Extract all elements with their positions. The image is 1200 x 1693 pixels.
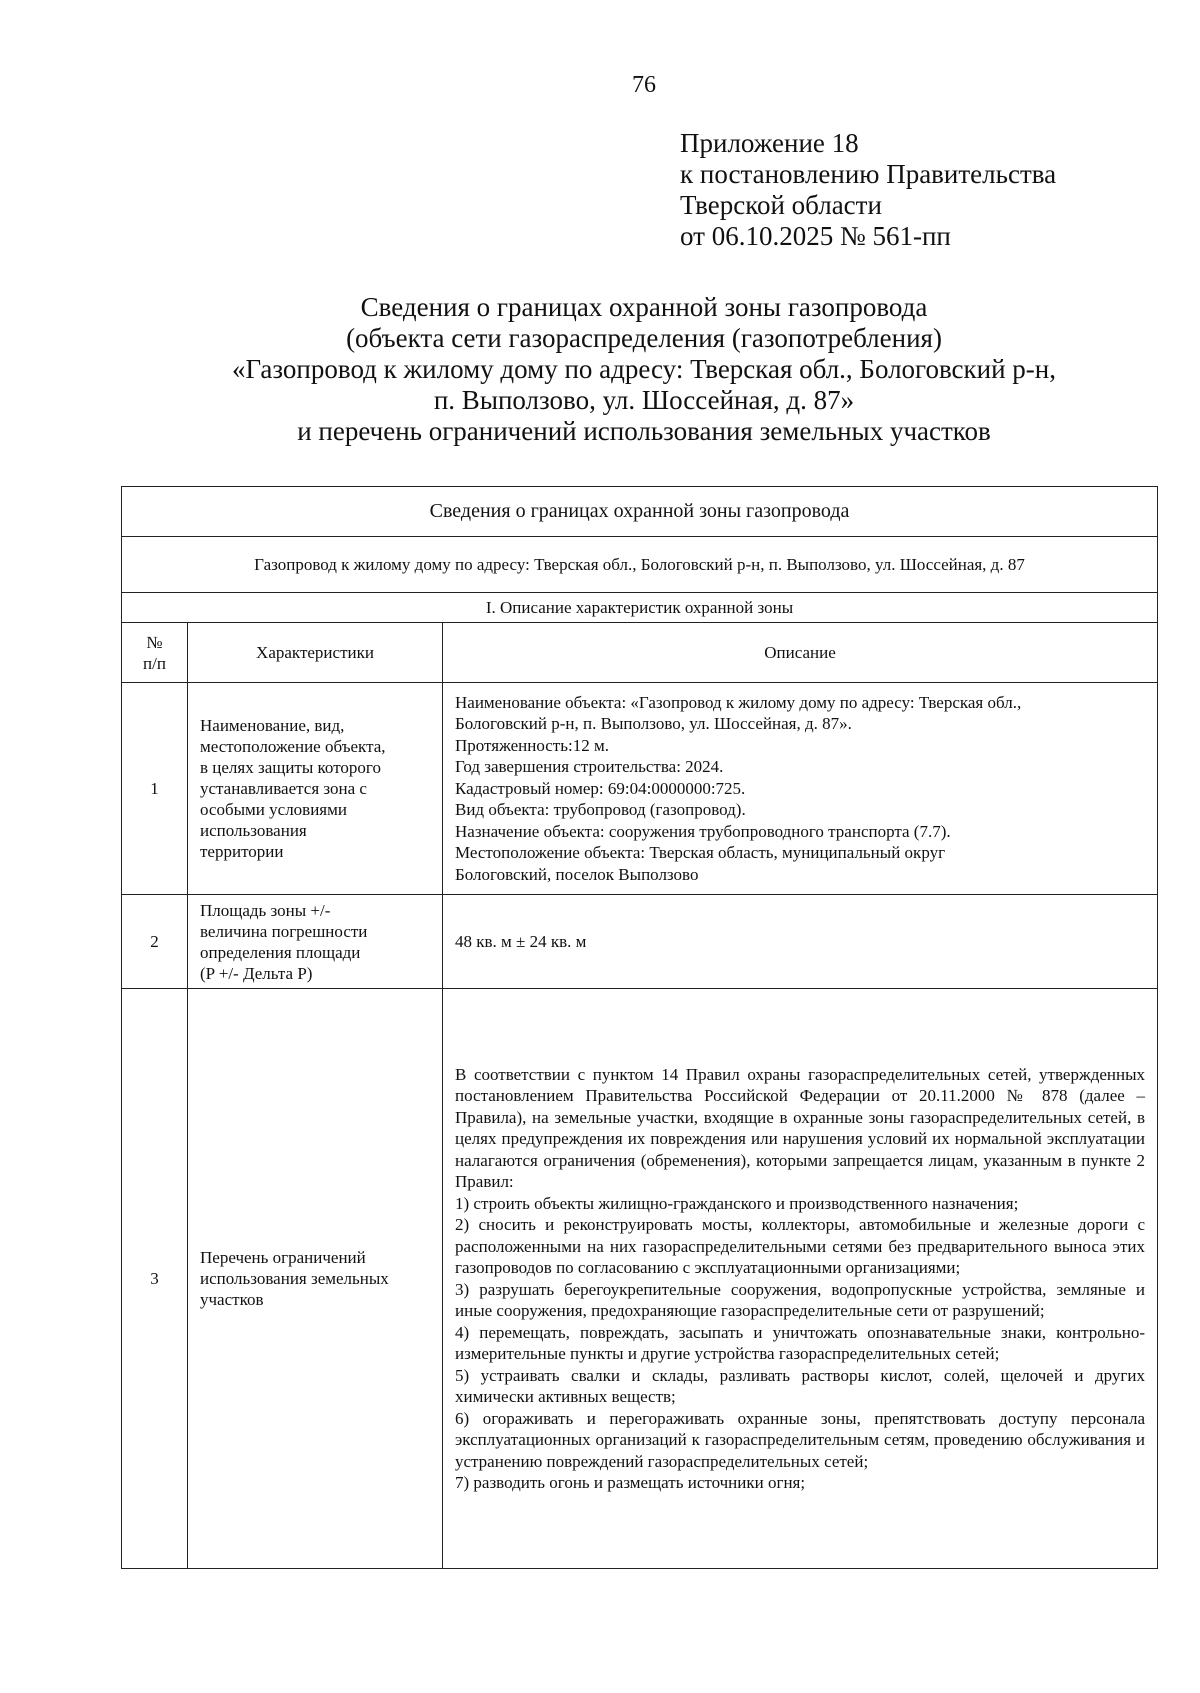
row-number: 2 [122,895,188,989]
document-title [0,292,1200,447]
row-number: 1 [122,683,188,895]
description-paragraph: 4) перемещать, повреждать, засыпать и уничтожать опознавательные знаки, контрольно-измерительные пункты и другие устройства газораспределительных сетей; [455,1322,1146,1363]
appendix-line: к постановлению Правительства [680,159,1057,189]
title-line: «Газопровод к жилому дому по адресу: Тверская обл., Бологовский р-н, [232,354,1056,384]
characteristic-line: устанавливается зона с [200,779,367,798]
description-line: Год завершения строительства: 2024. [455,757,724,777]
description-line: Назначение объекта: сооружения трубопроводного транспорта (7.7). [455,821,951,841]
description-line: Местоположение объекта: Тверская область, муниципальный округ [455,843,946,863]
title-line: Сведения о границах охранной зоны газопровода [360,292,928,322]
characteristic-line: территории [200,842,284,861]
appendix-line: Приложение 18 [680,128,859,158]
row-characteristic [188,683,443,895]
description-paragraph: 3) разрушать берегоукрепительные сооружения, водопропускные устройства, земляные и иные сооружения, предохраняющие газораспределительные сети от разрушений; [455,1279,1146,1320]
description-paragraph: 6) огораживать и перегораживать охранные зоны, препятствовать доступу персонала эксплуатационных организаций к газораспределительным сетям, проведению обслуживания и устранению повреждений газораспределительных сетей; [455,1408,1146,1471]
characteristic-line: местоположение объекта, [200,737,386,756]
description-paragraph: 2) сносить и реконструировать мосты, коллекторы, автомобильные и железные дороги с расположенными на них газораспределительными сетями без предварительного выноса этих газопроводов по согласованию с эксплуатационными организациями; [455,1215,1146,1277]
row-description [443,895,1158,989]
characteristic-line: величина погрешности [200,921,368,941]
row-description [443,683,1158,895]
title-line: (объекта сети газораспределения (газопотребления) [346,323,942,353]
characteristic-line: в целях защиты которого [200,758,381,777]
column-header-number [122,623,188,683]
description-line: Бологовский, поселок Выползово [455,864,699,884]
zone-table [121,486,1158,1569]
appendix-line: Тверской области [680,190,882,220]
description-line: Кадастровый номер: 69:04:0000000:725. [455,778,746,798]
row-characteristic [188,989,443,1569]
description-paragraph: 1) строить объекты жилищно-гражданского и производственного назначения; [455,1193,1019,1213]
description-line: Протяженность:12 м. [455,735,609,755]
description-line: Наименование объекта: «Газопровод к жилому дому по адресу: Тверская обл., [455,692,1022,712]
object-name-row: Газопровод к жилому дому по адресу: Тверская обл., Бологовский р-н, п. Выползово, ул. Шоссейная, д. 87 [122,537,1158,593]
title-line: и перечень ограничений использования земельных участков [297,416,991,446]
table-row [122,989,1158,1569]
description-paragraph: 5) устраивать свалки и склады, разливать растворы кислот, солей, щелочей и других химически активных веществ; [455,1365,1146,1406]
characteristic-line: участков [200,1290,264,1309]
table-row [122,683,1158,895]
column-header-number-line: № [146,632,163,652]
characteristic-line: определения площади [200,942,361,962]
appendix-block [680,128,1056,252]
page-number: 76 [632,72,656,98]
column-header-number-line: п/п [143,653,166,673]
row-characteristic [188,895,443,989]
characteristic-line: (P +/- Дельта P) [200,963,313,983]
description-paragraph: В соответствии с пунктом 14 Правил охраны газораспределительных сетей, утвержденных постановлением Правительства Российской Федерации от 20.11.2000 № 878 (далее – Правила), на земельные участки, входящие в охранные зоны газораспределительных сетей, в целях предупреждения их повреждения или нарушения условий их нормальной эксплуатации налагаются ограничения (обременения), которыми запрещается лицам, указанным в пункте 2 Правил: [455,1064,1146,1191]
description-line: Бологовский р-н, п. Выползово, ул. Шоссейная, д. 87». [455,714,852,734]
description-line: Вид объекта: трубопровод (газопровод). [455,800,746,820]
description-paragraph: 7) разводить огонь и размещать источники огня; [455,1473,806,1492]
appendix-line: от 06.10.2025 № 561-пп [680,221,951,251]
table-header: Сведения о границах охранной зоны газопровода [122,487,1158,537]
characteristic-line: Наименование, вид, [200,716,345,735]
row-number: 3 [122,989,188,1569]
section-title: I. Описание характеристик охранной зоны [122,593,1158,623]
row-description [443,989,1158,1569]
title-line: п. Выползово, ул. Шоссейная, д. 87» [433,385,855,415]
characteristic-line: использования [200,821,307,840]
column-header-characteristics: Характеристики [188,623,443,683]
characteristic-line: особыми условиями [200,800,347,819]
description-line: 48 кв. м ± 24 кв. м [455,931,587,951]
table-row [122,895,1158,989]
characteristic-line: использования земельных [200,1269,389,1288]
characteristic-line: Площадь зоны +/- [200,900,331,920]
characteristic-line: Перечень ограничений [200,1248,366,1267]
column-header-description: Описание [443,623,1158,683]
